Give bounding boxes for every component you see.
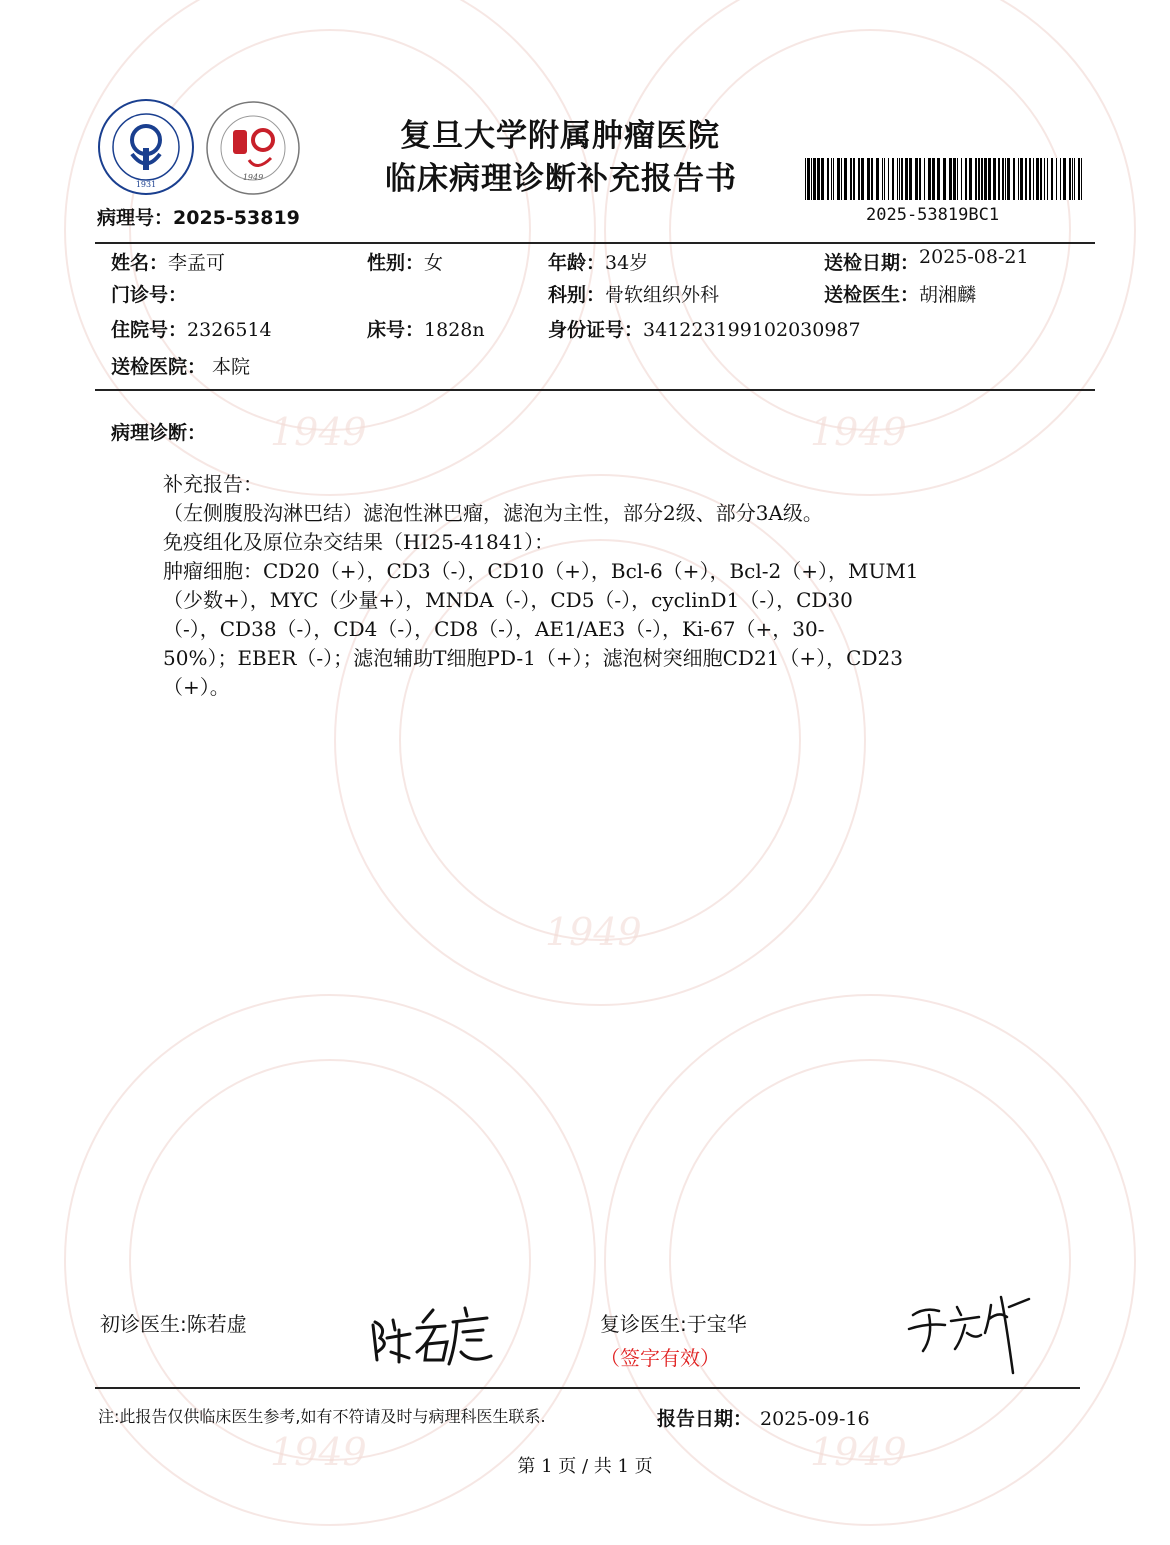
- pathology-dept-logo: [205, 100, 301, 196]
- age-value: 34岁: [605, 252, 649, 274]
- report-date-label: 报告日期：: [657, 1408, 753, 1430]
- watermark-year: 1949: [270, 410, 367, 454]
- page-info: 第 1 页 / 共 1 页: [517, 1456, 653, 1477]
- id-no-value: 341223199102030987: [643, 319, 861, 341]
- hospital-value: 本院: [212, 356, 251, 378]
- pathology-no-row: [97, 203, 300, 230]
- field-hospital: [111, 352, 250, 379]
- field-submit-doctor: [824, 280, 976, 307]
- diagnosis-line: （左侧腹股沟淋巴结）滤泡性淋巴瘤，滤泡为主性，部分2级、部分3A级。: [163, 501, 823, 525]
- field-id-no: [548, 315, 861, 342]
- diagnosis-line: （-），CD38（-），CD4（-），CD8（-），AE1/AE3（-），Ki-67（+，30-: [163, 617, 825, 641]
- patient-divider: [95, 389, 1095, 391]
- field-dept: [548, 280, 719, 307]
- review-doctor-name: 于宝华: [686, 1312, 747, 1336]
- diagnosis-section-label: 病理诊断：: [111, 422, 207, 444]
- initial-doctor: [100, 1308, 247, 1337]
- field-name: [111, 248, 225, 275]
- field-bed-no: [367, 315, 485, 342]
- submit-doctor-value: 胡湘麟: [919, 284, 977, 306]
- report-date: [657, 1404, 870, 1431]
- field-gender: [367, 248, 443, 275]
- initial-doctor-label: 初诊医生:: [100, 1312, 187, 1336]
- hospital-name: 复旦大学附属肿瘤医院: [400, 118, 720, 154]
- diagnosis-line: 50%）；EBER（-）；滤泡辅助T细胞PD-1（+）；滤泡树突细胞CD21（+），CD23: [163, 646, 903, 670]
- barcode-bar: [1081, 158, 1082, 200]
- bed-no-value: 1828n: [424, 319, 485, 341]
- pathology-no-label: 病理号：: [97, 207, 174, 229]
- diagnosis-line: 补充报告：: [163, 472, 263, 496]
- diagnosis-line: （少数+），MYC（少量+），MNDA（-），CD5（-），cyclinD1（-），CD30: [163, 588, 853, 612]
- gender-label: 性别：: [367, 252, 425, 274]
- review-doctor-signature: [905, 1285, 1035, 1375]
- watermark-year: 1949: [270, 1430, 367, 1474]
- initial-doctor-signature: [365, 1300, 495, 1375]
- id-no-label: 身份证号：: [548, 319, 644, 341]
- watermark-year: 1949: [545, 910, 642, 954]
- hospital-label: 送检医院：: [111, 356, 207, 378]
- diagnosis-line: 免疫组化及原位杂交结果（HI25-41841）：: [163, 530, 555, 554]
- bed-no-label: 床号：: [367, 319, 425, 341]
- fudan-hospital-logo: [97, 98, 195, 196]
- dept-label: 科别：: [548, 284, 606, 306]
- review-doctor-label: 复诊医生:: [600, 1312, 687, 1336]
- footer-note: 注:此报告仅供临床医生参考,如有不符请及时与病理科医生联系.: [98, 1407, 546, 1426]
- name-value: 李孟可: [168, 252, 226, 274]
- inpatient-no-label: 住院号：: [111, 319, 188, 341]
- clinic-no-label: 门诊号：: [111, 284, 188, 306]
- age-label: 年龄：: [548, 252, 606, 274]
- report-title: 临床病理诊断补充报告书: [385, 161, 737, 197]
- dept-value: 骨软组织外科: [605, 284, 720, 306]
- header-divider: [95, 242, 1095, 244]
- pathology-no-value: 2025-53819: [173, 207, 300, 229]
- name-label: 姓名：: [111, 252, 169, 274]
- submit-doctor-label: 送检医生：: [824, 284, 920, 306]
- gender-value: 女: [424, 252, 444, 274]
- barcode: [805, 158, 1082, 200]
- initial-doctor-name: 陈若虚: [186, 1312, 247, 1336]
- svg-text:1949: 1949: [242, 173, 264, 182]
- submit-date-value: 2025-08-21: [919, 246, 1029, 268]
- watermark-year: 1949: [810, 1430, 907, 1474]
- review-doctor: [600, 1308, 747, 1337]
- field-inpatient-no: [111, 315, 272, 342]
- report-date-value: 2025-09-16: [760, 1408, 870, 1430]
- svg-text:1931: 1931: [135, 180, 157, 189]
- field-age: [548, 248, 648, 275]
- barcode-text: 2025-53819BC1: [866, 205, 1000, 225]
- diagnosis-line: 肿瘤细胞：CD20（+），CD3（-），CD10（+），Bcl-6（+），Bcl-2（+），MUM1: [163, 559, 919, 583]
- inpatient-no-value: 2326514: [187, 319, 272, 341]
- field-clinic-no: [111, 280, 187, 307]
- submit-date-label: 送检日期：: [824, 252, 920, 274]
- watermark-year: 1949: [810, 410, 907, 454]
- diagnosis-body: [163, 470, 1043, 702]
- field-submit-date: [824, 248, 1029, 275]
- footer-divider: [95, 1387, 1080, 1389]
- signature-valid-note: （签字有效）: [600, 1346, 720, 1370]
- diagnosis-line: （+）。: [163, 675, 230, 699]
